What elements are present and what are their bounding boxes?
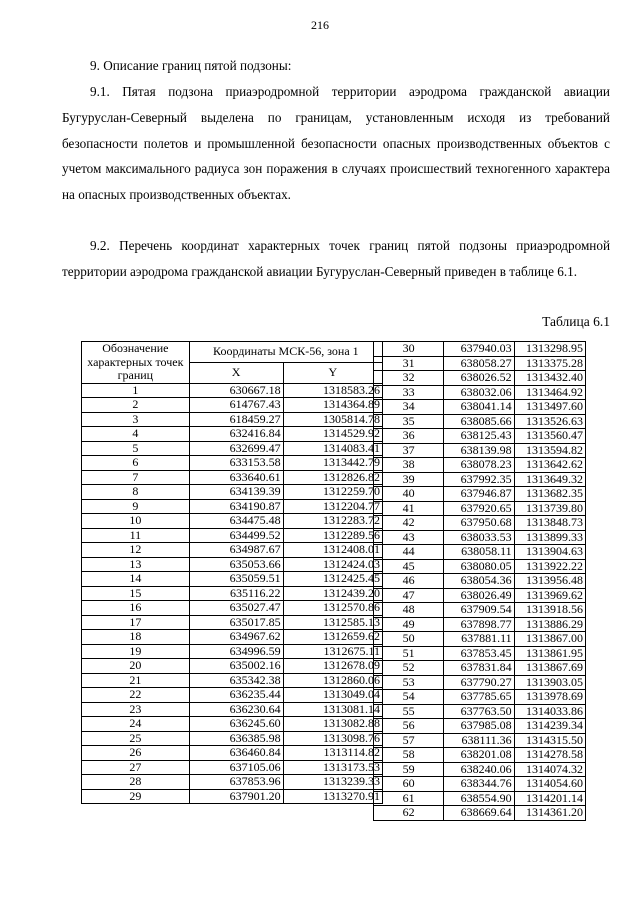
table-row <box>374 588 586 603</box>
y-coordinate: 1313298.95 <box>514 342 585 357</box>
point-number: 13 <box>82 557 190 572</box>
x-coordinate: 635116.22 <box>189 586 283 601</box>
point-number: 36 <box>374 429 444 444</box>
point-number: 56 <box>374 719 444 734</box>
x-coordinate: 632416.84 <box>189 427 283 442</box>
table-row <box>82 717 383 732</box>
table-row <box>374 632 586 647</box>
point-number: 2 <box>82 398 190 413</box>
table-row <box>82 528 383 543</box>
point-number: 49 <box>374 617 444 632</box>
y-coordinate: 1313904.63 <box>514 545 585 560</box>
table-row <box>374 443 586 458</box>
table-row <box>374 458 586 473</box>
x-coordinate: 637853.45 <box>444 646 514 661</box>
x-coordinate: 637992.35 <box>444 472 514 487</box>
header-y: Y <box>283 362 382 383</box>
table-row <box>374 487 586 502</box>
x-coordinate: 633153.58 <box>189 456 283 471</box>
table-row <box>374 371 586 386</box>
y-coordinate: 1313114.82 <box>283 746 382 761</box>
y-coordinate: 1305814.78 <box>283 412 382 427</box>
x-coordinate: 634996.59 <box>189 644 283 659</box>
x-coordinate: 638139.98 <box>444 443 514 458</box>
x-coordinate: 638032.06 <box>444 385 514 400</box>
y-coordinate: 1313049.04 <box>283 688 382 703</box>
y-coordinate: 1314083.41 <box>283 441 382 456</box>
table-row <box>82 731 383 746</box>
x-coordinate: 635027.47 <box>189 601 283 616</box>
coordinates-table-left <box>81 341 383 804</box>
table-row <box>374 762 586 777</box>
y-coordinate: 1314529.92 <box>283 427 382 442</box>
x-coordinate: 638085.66 <box>444 414 514 429</box>
y-coordinate: 1312585.13 <box>283 615 382 630</box>
x-coordinate: 638669.64 <box>444 806 514 821</box>
x-coordinate: 638240.06 <box>444 762 514 777</box>
x-coordinate: 635053.66 <box>189 557 283 572</box>
table-row <box>82 557 383 572</box>
x-coordinate: 637831.84 <box>444 661 514 676</box>
x-coordinate: 638201.08 <box>444 748 514 763</box>
y-coordinate: 1312425.45 <box>283 572 382 587</box>
table-row <box>82 630 383 645</box>
y-coordinate: 1318583.26 <box>283 383 382 398</box>
table-row <box>374 414 586 429</box>
x-coordinate: 637985.08 <box>444 719 514 734</box>
point-number: 10 <box>82 514 190 529</box>
x-coordinate: 637898.77 <box>444 617 514 632</box>
y-coordinate: 1313922.22 <box>514 559 585 574</box>
table-row <box>374 690 586 705</box>
table-row <box>82 456 383 471</box>
y-coordinate: 1313739.80 <box>514 501 585 516</box>
y-coordinate: 1313081.14 <box>283 702 382 717</box>
point-number: 42 <box>374 516 444 531</box>
x-coordinate: 636385.98 <box>189 731 283 746</box>
table-row <box>82 760 383 775</box>
x-coordinate: 637790.27 <box>444 675 514 690</box>
point-number: 24 <box>82 717 190 732</box>
point-number: 31 <box>374 356 444 371</box>
y-coordinate: 1312826.82 <box>283 470 382 485</box>
y-coordinate: 1314074.32 <box>514 762 585 777</box>
y-coordinate: 1313848.73 <box>514 516 585 531</box>
table-row <box>82 659 383 674</box>
point-number: 37 <box>374 443 444 458</box>
table-row <box>82 398 383 413</box>
point-number: 17 <box>82 615 190 630</box>
table-row <box>82 601 383 616</box>
point-number: 58 <box>374 748 444 763</box>
x-coordinate: 638026.49 <box>444 588 514 603</box>
table-row <box>82 702 383 717</box>
point-number: 20 <box>82 659 190 674</box>
point-number: 52 <box>374 661 444 676</box>
x-coordinate: 638344.76 <box>444 777 514 792</box>
table-row <box>82 572 383 587</box>
y-coordinate: 1313594.82 <box>514 443 585 458</box>
x-coordinate: 637785.65 <box>444 690 514 705</box>
y-coordinate: 1312283.72 <box>283 514 382 529</box>
point-number: 15 <box>82 586 190 601</box>
x-coordinate: 634967.62 <box>189 630 283 645</box>
point-number: 19 <box>82 644 190 659</box>
table-row <box>82 615 383 630</box>
y-coordinate: 1312289.56 <box>283 528 382 543</box>
y-coordinate: 1313526.63 <box>514 414 585 429</box>
y-coordinate: 1313861.95 <box>514 646 585 661</box>
point-number: 55 <box>374 704 444 719</box>
point-number: 47 <box>374 588 444 603</box>
table-row <box>82 427 383 442</box>
y-coordinate: 1313649.32 <box>514 472 585 487</box>
y-coordinate: 1313642.62 <box>514 458 585 473</box>
table-row <box>82 383 383 398</box>
y-coordinate: 1313464.92 <box>514 385 585 400</box>
x-coordinate: 630667.18 <box>189 383 283 398</box>
x-coordinate: 637901.20 <box>189 789 283 804</box>
table-row <box>82 586 383 601</box>
x-coordinate: 637946.87 <box>444 487 514 502</box>
x-coordinate: 633640.61 <box>189 470 283 485</box>
point-number: 35 <box>374 414 444 429</box>
x-coordinate: 638026.52 <box>444 371 514 386</box>
y-coordinate: 1314033.86 <box>514 704 585 719</box>
y-coordinate: 1314054.60 <box>514 777 585 792</box>
y-coordinate: 1313867.69 <box>514 661 585 676</box>
point-number: 28 <box>82 775 190 790</box>
point-number: 27 <box>82 760 190 775</box>
point-number: 41 <box>374 501 444 516</box>
point-number: 3 <box>82 412 190 427</box>
point-number: 23 <box>82 702 190 717</box>
y-coordinate: 1314315.50 <box>514 733 585 748</box>
y-coordinate: 1312439.20 <box>283 586 382 601</box>
x-coordinate: 634139.39 <box>189 485 283 500</box>
point-number: 61 <box>374 791 444 806</box>
table-row <box>374 675 586 690</box>
y-coordinate: 1313082.88 <box>283 717 382 732</box>
page-number: 216 <box>311 18 329 32</box>
table-row <box>374 516 586 531</box>
y-coordinate: 1314278.58 <box>514 748 585 763</box>
y-coordinate: 1312424.03 <box>283 557 382 572</box>
table-row <box>374 603 586 618</box>
table-row <box>374 777 586 792</box>
point-number: 21 <box>82 673 190 688</box>
point-number: 18 <box>82 630 190 645</box>
table-row <box>374 791 586 806</box>
x-coordinate: 636235.44 <box>189 688 283 703</box>
table-row <box>82 485 383 500</box>
table-row <box>374 806 586 821</box>
y-coordinate: 1312678.09 <box>283 659 382 674</box>
y-coordinate: 1314239.34 <box>514 719 585 734</box>
point-number: 48 <box>374 603 444 618</box>
y-coordinate: 1313867.00 <box>514 632 585 647</box>
table-row <box>82 470 383 485</box>
x-coordinate: 638041.14 <box>444 400 514 415</box>
x-coordinate: 614767.43 <box>189 398 283 413</box>
y-coordinate: 1313956.48 <box>514 574 585 589</box>
point-number: 40 <box>374 487 444 502</box>
point-number: 62 <box>374 806 444 821</box>
x-coordinate: 637950.68 <box>444 516 514 531</box>
paragraph-9-2: 9.2. Перечень координат характерных точек границ пятой подзоны приаэродромной территории аэродрома гражданской авиации Бугуруслан-Северный приведен в таблице 6.1. <box>62 238 610 279</box>
x-coordinate: 636245.60 <box>189 717 283 732</box>
table-row <box>374 545 586 560</box>
x-coordinate: 634987.67 <box>189 543 283 558</box>
x-coordinate: 632699.47 <box>189 441 283 456</box>
x-coordinate: 635017.85 <box>189 615 283 630</box>
table-row <box>374 530 586 545</box>
y-coordinate: 1312570.86 <box>283 601 382 616</box>
point-number: 26 <box>82 746 190 761</box>
y-coordinate: 1313903.05 <box>514 675 585 690</box>
x-coordinate: 634475.48 <box>189 514 283 529</box>
point-number: 4 <box>82 427 190 442</box>
x-coordinate: 635059.51 <box>189 572 283 587</box>
x-coordinate: 637940.03 <box>444 342 514 357</box>
point-number: 8 <box>82 485 190 500</box>
header-coordinates: Координаты МСК-56, зона 1 <box>189 342 382 363</box>
table-row <box>374 342 586 357</box>
x-coordinate: 638125.43 <box>444 429 514 444</box>
x-coordinate: 638111.36 <box>444 733 514 748</box>
header-point-designation: Обозначение характерных точек границ <box>82 342 190 384</box>
y-coordinate: 1312204.77 <box>283 499 382 514</box>
x-coordinate: 634190.87 <box>189 499 283 514</box>
x-coordinate: 635342.38 <box>189 673 283 688</box>
y-coordinate: 1313442.79 <box>283 456 382 471</box>
point-number: 7 <box>82 470 190 485</box>
point-number: 54 <box>374 690 444 705</box>
y-coordinate: 1313270.91 <box>283 789 382 804</box>
point-number: 39 <box>374 472 444 487</box>
x-coordinate: 637853.96 <box>189 775 283 790</box>
table-row <box>82 746 383 761</box>
y-coordinate: 1313239.33 <box>283 775 382 790</box>
table-row <box>374 617 586 632</box>
x-coordinate: 638080.05 <box>444 559 514 574</box>
point-number: 12 <box>82 543 190 558</box>
x-coordinate: 637763.50 <box>444 704 514 719</box>
y-coordinate: 1312659.62 <box>283 630 382 645</box>
x-coordinate: 636460.84 <box>189 746 283 761</box>
y-coordinate: 1313886.29 <box>514 617 585 632</box>
y-coordinate: 1312860.06 <box>283 673 382 688</box>
table-row <box>374 574 586 589</box>
table-row <box>82 644 383 659</box>
table-row <box>374 748 586 763</box>
point-number: 46 <box>374 574 444 589</box>
table-row <box>82 775 383 790</box>
point-number: 6 <box>82 456 190 471</box>
point-number: 45 <box>374 559 444 574</box>
point-number: 59 <box>374 762 444 777</box>
x-coordinate: 637920.65 <box>444 501 514 516</box>
point-number: 34 <box>374 400 444 415</box>
x-coordinate: 638058.11 <box>444 545 514 560</box>
y-coordinate: 1313969.62 <box>514 588 585 603</box>
point-number: 22 <box>82 688 190 703</box>
table-row <box>374 400 586 415</box>
x-coordinate: 637105.06 <box>189 760 283 775</box>
point-number: 29 <box>82 789 190 804</box>
table-row <box>374 356 586 371</box>
x-coordinate: 637881.11 <box>444 632 514 647</box>
y-coordinate: 1312675.11 <box>283 644 382 659</box>
point-number: 32 <box>374 371 444 386</box>
table-row <box>374 661 586 676</box>
x-coordinate: 636230.64 <box>189 702 283 717</box>
table-row <box>82 412 383 427</box>
point-number: 9 <box>82 499 190 514</box>
y-coordinate: 1313978.69 <box>514 690 585 705</box>
point-number: 33 <box>374 385 444 400</box>
table-row <box>82 514 383 529</box>
paragraph-9-1: 9.1. Пятая подзона приаэродромной территории аэродрома гражданской авиации Бугуруслан-Северный выделена по границам, установленным исходя из требований безопасности полетов и промышленной безопасности опасных производственных объектов с учетом максимального радиуса зон поражения в случаях происшествий техногенного характера на опасных производственных объектах. <box>62 84 610 203</box>
table-row <box>374 719 586 734</box>
y-coordinate: 1314361.20 <box>514 806 585 821</box>
y-coordinate: 1312408.01 <box>283 543 382 558</box>
y-coordinate: 1312259.70 <box>283 485 382 500</box>
y-coordinate: 1313173.53 <box>283 760 382 775</box>
x-coordinate: 637909.54 <box>444 603 514 618</box>
coordinates-table-right <box>373 341 586 821</box>
header-x: X <box>189 362 283 383</box>
table-row <box>374 733 586 748</box>
table-row <box>82 543 383 558</box>
table-row <box>374 501 586 516</box>
table-row <box>374 559 586 574</box>
point-number: 30 <box>374 342 444 357</box>
x-coordinate: 638033.53 <box>444 530 514 545</box>
y-coordinate: 1314364.89 <box>283 398 382 413</box>
point-number: 44 <box>374 545 444 560</box>
y-coordinate: 1313560.47 <box>514 429 585 444</box>
table-row <box>82 673 383 688</box>
point-number: 38 <box>374 458 444 473</box>
point-number: 51 <box>374 646 444 661</box>
table-row <box>374 385 586 400</box>
point-number: 43 <box>374 530 444 545</box>
y-coordinate: 1313682.35 <box>514 487 585 502</box>
table-row <box>374 429 586 444</box>
x-coordinate: 634499.52 <box>189 528 283 543</box>
y-coordinate: 1313899.33 <box>514 530 585 545</box>
x-coordinate: 635002.16 <box>189 659 283 674</box>
point-number: 25 <box>82 731 190 746</box>
point-number: 5 <box>82 441 190 456</box>
y-coordinate: 1314201.14 <box>514 791 585 806</box>
x-coordinate: 638554.90 <box>444 791 514 806</box>
y-coordinate: 1313432.40 <box>514 371 585 386</box>
x-coordinate: 638058.27 <box>444 356 514 371</box>
x-coordinate: 618459.27 <box>189 412 283 427</box>
point-number: 16 <box>82 601 190 616</box>
point-number: 50 <box>374 632 444 647</box>
point-number: 1 <box>82 383 190 398</box>
point-number: 11 <box>82 528 190 543</box>
table-row <box>82 789 383 804</box>
table-row <box>374 646 586 661</box>
point-number: 53 <box>374 675 444 690</box>
table-caption: Таблица 6.1 <box>542 314 610 329</box>
table-row <box>82 499 383 514</box>
point-number: 57 <box>374 733 444 748</box>
table-row <box>82 441 383 456</box>
y-coordinate: 1313098.76 <box>283 731 382 746</box>
table-row <box>82 688 383 703</box>
y-coordinate: 1313918.56 <box>514 603 585 618</box>
x-coordinate: 638054.36 <box>444 574 514 589</box>
table-row <box>374 704 586 719</box>
point-number: 60 <box>374 777 444 792</box>
table-row <box>374 472 586 487</box>
y-coordinate: 1313497.60 <box>514 400 585 415</box>
x-coordinate: 638078.23 <box>444 458 514 473</box>
section-heading: 9. Описание границ пятой подзоны: <box>90 58 292 73</box>
y-coordinate: 1313375.28 <box>514 356 585 371</box>
point-number: 14 <box>82 572 190 587</box>
